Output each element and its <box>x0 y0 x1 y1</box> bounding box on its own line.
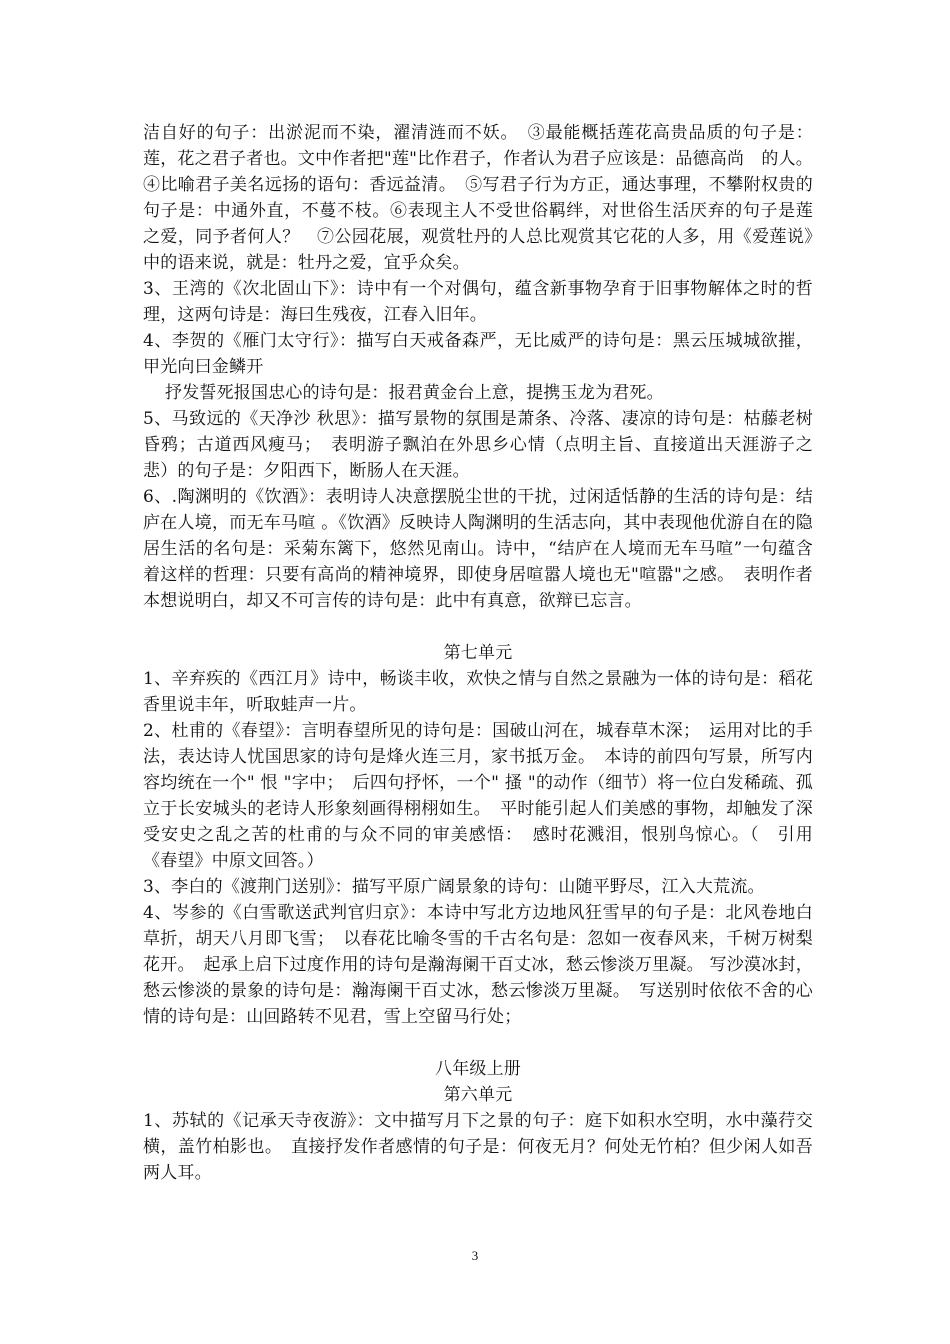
section-spacer <box>143 1030 813 1056</box>
paragraph-tao-yuanming: 6、.陶渊明的《饮酒》：表明诗人决意摆脱尘世的干扰，过闲适恬静的生活的诗句是：结庐在人境，而无车马喧 。《饮酒》反映诗人陶渊明的生活志向，其中表现他优游自在的隐居生活的名句是：采菊东篱下，悠然见南山。诗中，“结庐在人境而无车马喧”一句蕴含着这样的哲理：只要有高尚的精神境界，即使身居喧嚣人境也无"喧嚣"之感。 表明作者本想说明白，却又不可言传的诗句是：此中有真意，欲辩已忘言。 <box>143 487 813 611</box>
grade-eight-heading: 八年级上册 <box>435 1059 521 1079</box>
paragraph-su-shi: 1、苏轼的《记承天寺夜游》：文中描写月下之景的句子：庭下如积水空明，水中藻荇交横，盖竹柏影也。 直接抒发作者感情的句子是：何夜无月？何处无竹柏？但少闲人如吾两人耳。 <box>143 1111 813 1183</box>
paragraph-cen-shen: 4、岑参的《白雪歌送武判官归京》：本诗中写北方边地风狂雪早的句子是：北风卷地白草折，胡天八月即飞雪； 以春花比喻冬雪的千古名句是：忽如一夜春风来，千树万树梨花开。 起承上启下过度作用的诗句是瀚海阑干百丈冰，愁云惨淡万里凝。 写沙漠冰封，愁云惨淡的景象的诗句是：瀚海阑干百丈冰，愁云惨淡万里凝。 写送别时依依不舍的心情的诗句是：山回路转不见君，雪上空留马行处； <box>143 903 813 1027</box>
paragraph-li-he: 4、李贺的《雁门太守行》：描写白天戒备森严，无比威严的诗句是：黑云压城城欲摧，甲光向曰金鳞开 <box>143 331 813 377</box>
unit-seven-heading: 第七单元 <box>443 643 513 663</box>
paragraph-lotus-continued: 洁自好的句子：出淤泥而不染，濯清涟而不妖。 ③最能概括莲花高贵品质的句子是：莲，花之君子者也。文中作者把"莲"比作君子，作者认为君子应该是：品德高尚 的人。④比喻君子美名远扬的语句：香远益清。 ⑤写君子行为方正，通达事理，不攀附权贵的句子是：中通外直，不蔓不枝。⑥表现主人不受世俗羁绊，对世俗生活厌弃的句子是莲之爱，同予者何人？ ⑦公园花展，观赏牡丹的人总比观赏其它花的人多，用《爱莲说》中的语来说，就是：牡丹之爱，宜乎众矣。 <box>143 123 813 273</box>
paragraph-du-fu: 2、杜甫的《春望》：言明春望所见的诗句是：国破山河在，城春草木深； 运用对比的手法，表达诗人忧国思家的诗句是烽火连三月，家书抵万金。 本诗的前四句写景，所写内容均统在一个" 恨 "字中； 后四句抒怀，一个" 搔 "的动作（细节）将一位白发稀疏、孤立于长安城头的老诗人形象刻画得栩栩如生。 平时能引起人们美感的事物，却触发了深受安史之乱之苦的杜甫的与众不同的审美感悟： 感时花溅泪，恨别鸟惊心。（ 引用《春望》中原文回答。） <box>143 721 813 871</box>
section-spacer <box>143 614 813 640</box>
paragraph-wang-wan: 3、王湾的《次北固山下》：诗中有一个对偶句，蕴含新事物孕育于旧事物解体之时的哲理，这两句诗是：海曰生残夜，江春入旧年。 <box>143 279 813 325</box>
paragraph-li-bai: 3、李白的《渡荆门送别》：描写平原广阔景象的诗句：山随平野尽，江入大荒流。 <box>143 877 765 897</box>
unit-six-heading: 第六单元 <box>443 1085 513 1105</box>
paragraph-xin-qiji: 1、辛弃疾的《西江月》诗中，畅谈丰收，欢快之情与自然之景融为一体的诗句是：稻花香里说丰年，听取蛙声一片。 <box>143 669 813 715</box>
paragraph-li-he-patriotism: 抒发誓死报国忠心的诗句是：报君黄金台上意，提携玉龙为君死。 <box>165 383 664 403</box>
page-number: 3 <box>471 1248 479 1263</box>
paragraph-ma-zhiyuan: 5、马致远的《天净沙 秋思》：描写景物的氛围是萧条、冷落、凄凉的诗句是：枯藤老树昏鸦；古道西风瘦马； 表明游子飘泊在外思乡心情（点明主旨、直接道出天涯游子之悲）的句子是：夕阳西下，断肠人在天涯。 <box>143 409 813 481</box>
page-content <box>143 120 813 1186</box>
